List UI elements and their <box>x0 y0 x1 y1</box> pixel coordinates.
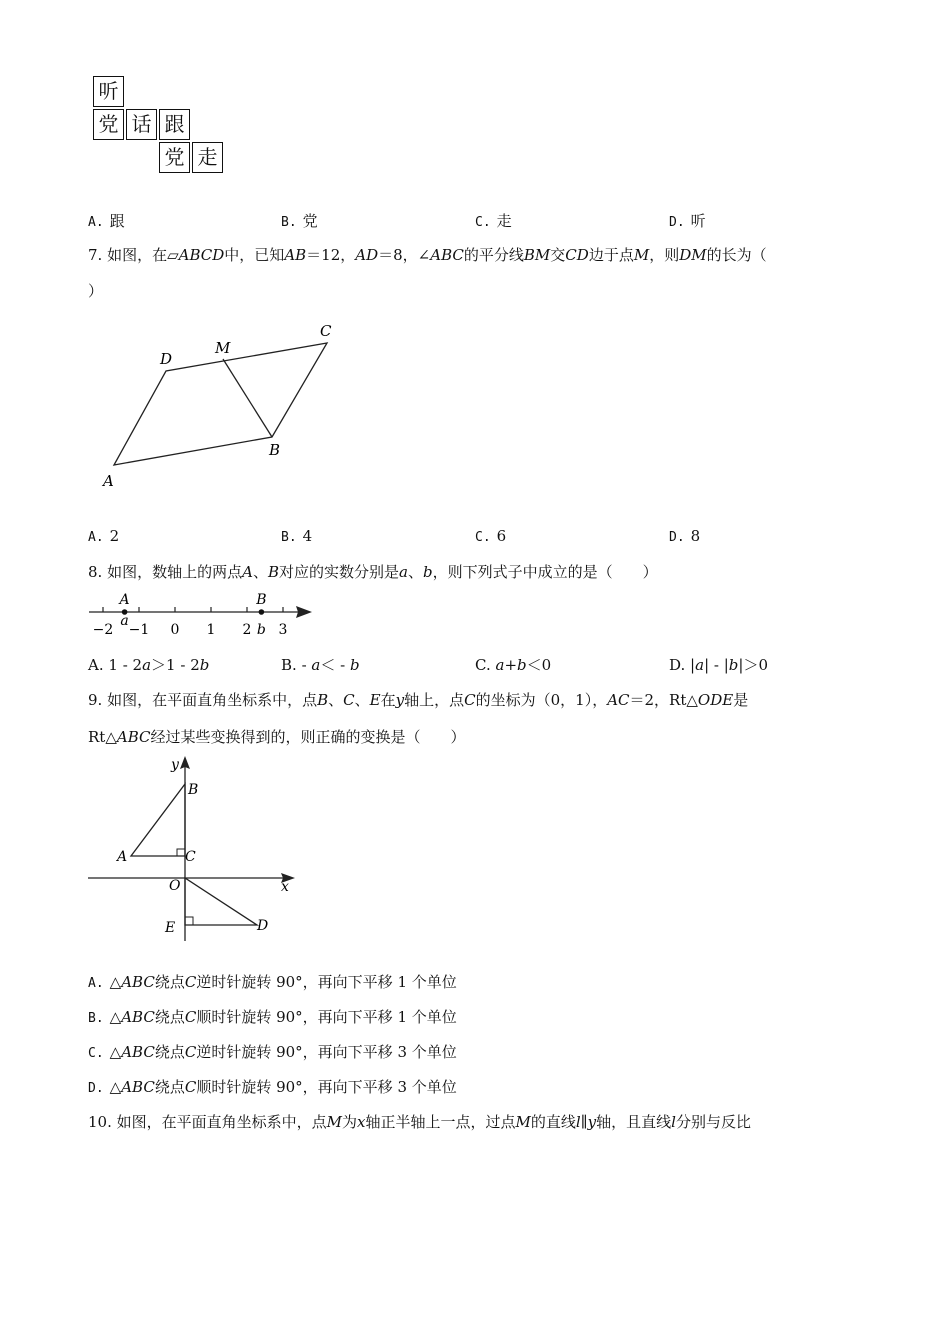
x-axis-label: x <box>281 879 289 895</box>
q7-stem-line2: ） <box>88 282 104 300</box>
net-cell: 话 <box>126 109 157 140</box>
q8-option-a[interactable]: A. 1 - 2a＞1 - 2b <box>88 656 210 674</box>
net-cell: 听 <box>93 76 124 107</box>
point-m-label: M <box>215 339 231 357</box>
q6-option-c[interactable]: C. 走 <box>475 212 512 230</box>
tick-label: 3 <box>278 622 288 638</box>
tick-label: 2 <box>242 622 252 638</box>
tick-label: −2 <box>92 622 114 638</box>
net-cell: 党 <box>159 142 190 173</box>
q7-stem: 7. 如图，在▱ABCD中，已知AB＝12，AD＝8，∠ABC的平分线BM交CD边于点M，则DM的长为（ <box>88 246 767 264</box>
q7-option-c[interactable]: C. 6 <box>475 527 507 545</box>
q9-stem: 9. 如图，在平面直角坐标系中，点B、C、E在y轴上，点C的坐标为（0，1），AC＝2，Rt△ODE是 <box>88 691 749 709</box>
q8-option-c[interactable]: C. a+b＜0 <box>475 656 552 674</box>
parallelogram-abcd <box>114 343 327 465</box>
q6-option-d[interactable]: D. 听 <box>669 212 706 230</box>
tick-label: 0 <box>170 622 180 638</box>
point-c-label: C <box>185 849 196 865</box>
axis-arrow-icon <box>296 606 312 618</box>
q6-option-b[interactable]: B. 党 <box>281 212 318 230</box>
point-a-label: A <box>119 592 130 608</box>
vertex-c-label: C <box>320 322 332 340</box>
q9-stem-line2: Rt△ABC经过某些变换得到的，则正确的变换是（ ） <box>88 728 466 746</box>
q8-stem: 8. 如图，数轴上的两点A、B对应的实数分别是a、b，则下列式子中成立的是（ ） <box>88 563 658 581</box>
y-axis-label: y <box>171 757 179 773</box>
right-angle-c-icon <box>177 849 185 856</box>
triangle-ode <box>185 878 257 925</box>
net-cell: 跟 <box>159 109 190 140</box>
var-a-label: a <box>120 613 129 629</box>
q8-option-b[interactable]: B. - a＜ - b <box>281 656 360 674</box>
tick-label: −1 <box>128 622 150 638</box>
net-cell: 党 <box>93 109 124 140</box>
q9-coordinate-figure <box>85 755 300 945</box>
vertex-a-label: A <box>103 472 114 490</box>
q9-option-a[interactable]: A. △ABC绕点C逆时针旋转 90°，再向下平移 1 个单位 <box>88 973 457 991</box>
q9-option-d[interactable]: D. △ABC绕点C顺时针旋转 90°，再向下平移 3 个单位 <box>88 1078 457 1096</box>
point-b-dot <box>259 609 265 615</box>
point-b-label: B <box>188 782 199 798</box>
point-e-label: E <box>165 920 176 936</box>
q6-option-a[interactable]: A. 跟 <box>88 212 125 230</box>
var-b-label: b <box>256 622 266 638</box>
q7-option-d[interactable]: D. 8 <box>669 527 701 545</box>
q9-option-c[interactable]: C. △ABC绕点C逆时针旋转 90°，再向下平移 3 个单位 <box>88 1043 457 1061</box>
q9-option-b[interactable]: B. △ABC绕点C顺时针旋转 90°，再向下平移 1 个单位 <box>88 1008 457 1026</box>
q8-number-line-figure <box>84 588 319 640</box>
q8-option-d[interactable]: D. |a| - |b|＞0 <box>669 656 768 674</box>
net-cell: 走 <box>192 142 223 173</box>
q7-option-a[interactable]: A. 2 <box>88 527 120 545</box>
point-a-label: A <box>117 849 128 865</box>
q7-option-b[interactable]: B. 4 <box>281 527 313 545</box>
cube-net-figure <box>93 76 228 176</box>
triangle-abc <box>131 784 185 856</box>
q10-stem: 10. 如图，在平面直角坐标系中，点M为x轴正半轴上一点，过点M的直线l∥y轴，且直线l分别与反比 <box>88 1113 751 1131</box>
origin-label: O <box>169 878 181 894</box>
vertex-b-label: B <box>269 441 281 459</box>
vertex-d-label: D <box>160 350 173 368</box>
q7-parallelogram-figure <box>95 315 345 495</box>
tick-label: 1 <box>206 622 216 638</box>
point-d-label: D <box>257 918 269 934</box>
point-b-label: B <box>256 592 267 608</box>
right-angle-e-icon <box>185 917 193 925</box>
bisector-bm <box>223 359 272 437</box>
